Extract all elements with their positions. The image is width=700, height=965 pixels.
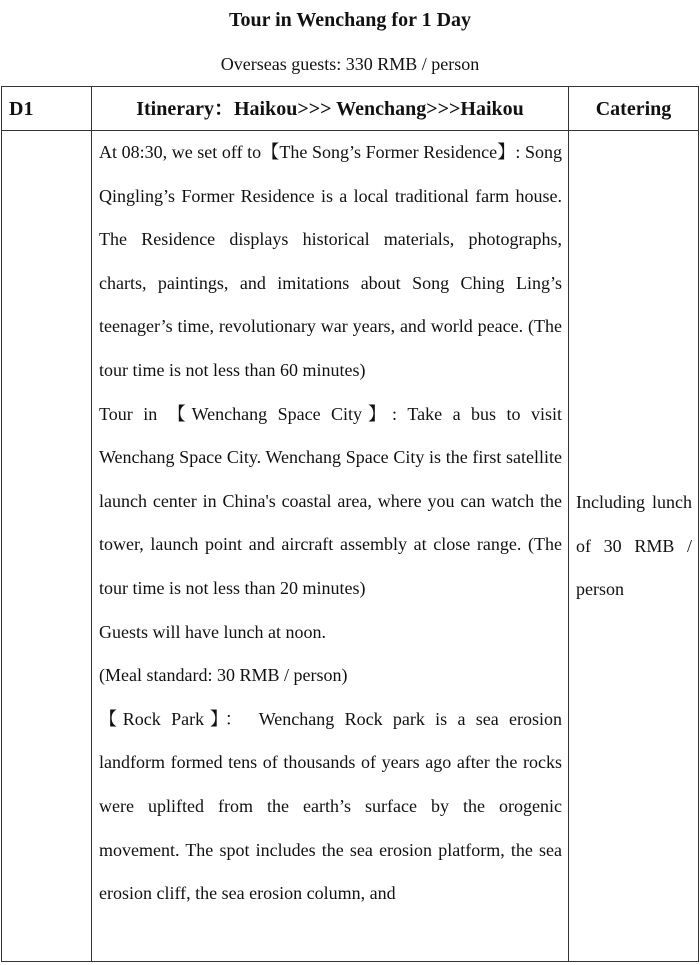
itinerary-paragraph-space-city: Tour in 【Wenchang Space City】: Take a bus to visit Wenchang Space City. Wenchang Space City is the first satellite launch center in China's coastal area, where you can watch the tower, launch point and aircraft assembly at close range. (The tour time is not less than 20 minutes): [99, 403, 562, 598]
itinerary-table: [1, 86, 699, 962]
document-title: Tour in Wenchang for 1 Day: [228, 9, 472, 31]
catering-cell: [569, 131, 699, 962]
header-catering: Catering: [569, 87, 699, 131]
table-header-row: [2, 87, 699, 131]
itinerary-cell: [92, 131, 569, 962]
table-row: [2, 131, 699, 962]
itinerary-paragraph-song-residence: At 08:30, we set off to【The Song’s Former Residence】: Song Qingling’s Former Residence is a local traditional farm house. The Residence displays historical materials, photographs, charts, paintings, and imitations about Song Ching Ling’s teenager’s time, revolutionary war years, and world peace. (The tour time is not less than 60 minutes): [99, 142, 562, 380]
itinerary-paragraph-rock-park: 【Rock Park】： Wenchang Rock park is a sea erosion landform formed tens of thousands of years ago after the rocks were uplifted from the earth’s surface by the orogenic movement. The spot includes the sea erosion platform, the sea erosion cliff, the sea erosion column, and: [99, 708, 562, 904]
price-subtitle: Overseas guests: 330 RMB / person: [220, 54, 480, 74]
header-itinerary: Itinerary：Haikou>>> Wenchang>>>Haikou: [92, 87, 569, 131]
itinerary-paragraph-lunch: Guests will have lunch at noon.: [99, 621, 326, 642]
header-day: D1: [2, 87, 92, 131]
day-cell: [2, 131, 92, 962]
itinerary-paragraph-meal-standard: (Meal standard: 30 RMB / person): [99, 665, 348, 686]
catering-text: Including lunch of 30 RMB / person: [576, 492, 692, 600]
